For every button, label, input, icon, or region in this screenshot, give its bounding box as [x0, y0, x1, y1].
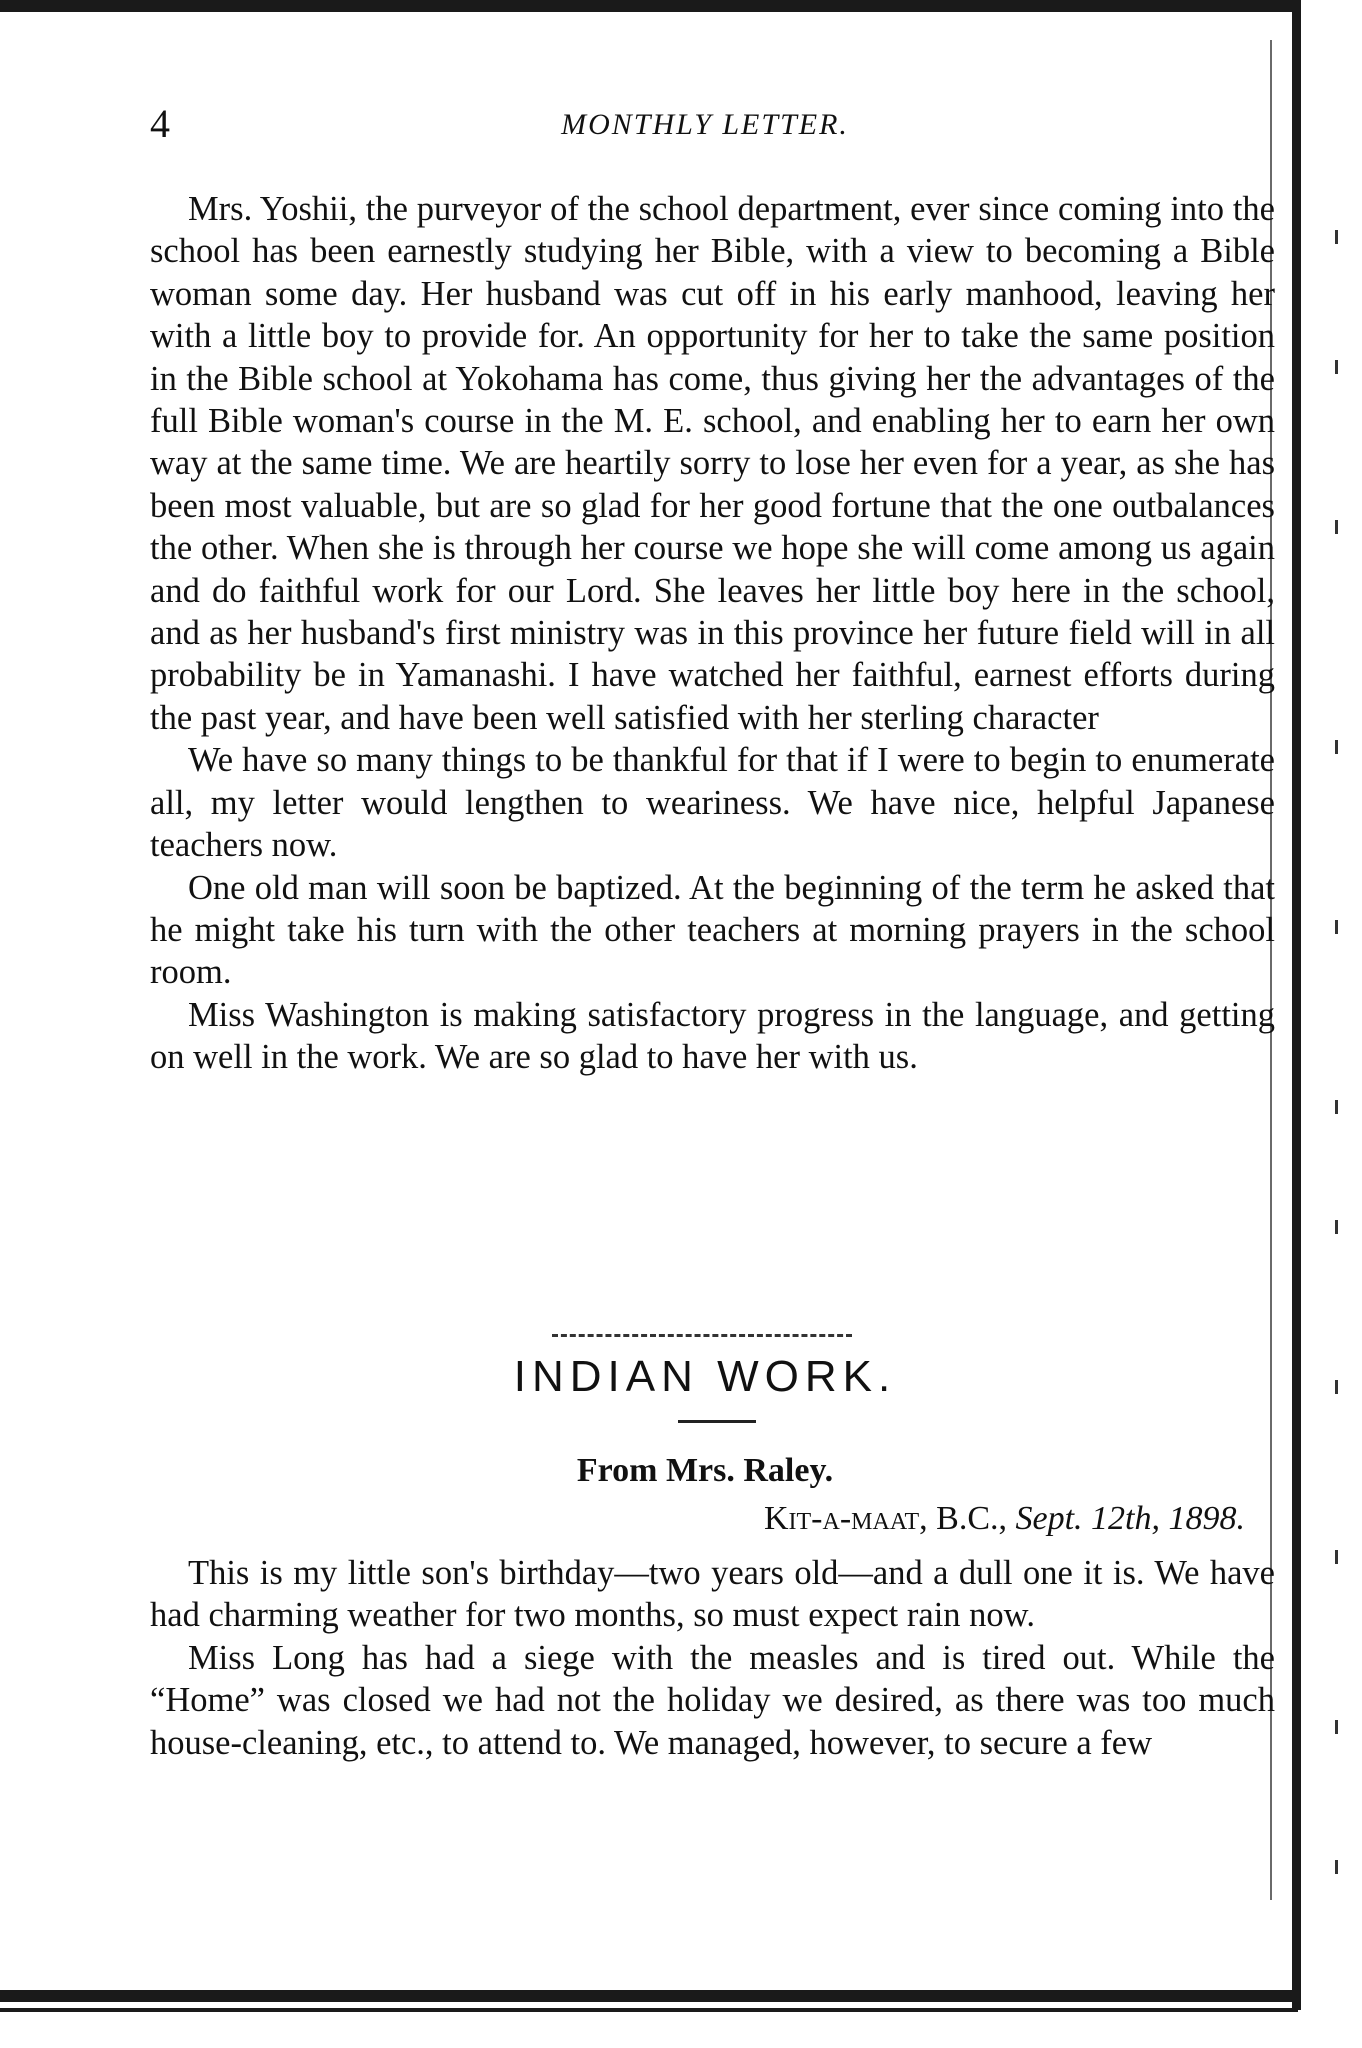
body-text [150, 188, 1275, 1079]
running-head: MONTHLY LETTER. [561, 108, 849, 141]
paragraph: Mrs. Yoshii, the purveyor of the school department, ever since coming into the school has been earnestly studying her Bible, with a view to becoming a Bible woman some day. Her husband was cut off in his early manhood, leaving her with a little boy to provide for. An opportunity for her to take the same position in the Bible school at Yokohama has come, thus giving her the advantages of the full Bible woman's course in the M. E. school, and enabling her to earn her own way at the same time. We are heartily sorry to lose her even for a year, as she has been most valuable, but are so glad for her good fortune that the one outbalances the other. When she is through her course we hope she will come among us again and do faithful work for our Lord. She leaves her little boy here in the school, and as her husband's first ministry was in this province her future field will in all probability be in Yamanashi. I have watched her faithful, earnest efforts during the past year, and have been well satisfied with her sterling character [150, 190, 1275, 737]
bottom-border-rule [0, 1990, 1298, 2002]
page-number: 4 [150, 101, 170, 146]
paragraph: We have so many things to be thankful for that if I were to begin to enumerate all, my letter would lengthen to weariness. We have nice, helpful Japanese teachers now. [150, 741, 1275, 865]
letter-from: From Mrs. Raley. [576, 1452, 834, 1489]
letter-dateline [150, 1500, 1245, 1538]
right-border-rule [1292, 0, 1301, 2010]
top-border-rule [0, 0, 1300, 12]
paragraph: One old man will soon be baptized. At the beginning of the term he asked that he might take his turn with the other teachers at morning prayers in the school room. [150, 868, 1275, 992]
paragraph: Miss Long has had a siege with the measles and is tired out. While the “Home” was closed we had not the holiday we desired, as there was too much house-cleaning, etc., to attend to. We managed, however, to secure a few [150, 1638, 1275, 1762]
dateline-date: Sept. 12th, 1898. [1015, 1500, 1245, 1537]
section-divider [552, 1334, 852, 1337]
margin-specks [1335, 220, 1345, 1920]
bottom-border-rule-secondary [0, 2008, 1298, 2012]
letter-body [150, 1552, 1275, 1764]
dateline-place: Kit-a-maat, B.C., [763, 1500, 1008, 1537]
heading-underline [678, 1420, 756, 1423]
page-header [150, 100, 1260, 150]
paragraph: This is my little son's birthday—two years old—and a dull one it is. We have had charming weather for two months, so must expect rain now. [150, 1554, 1275, 1635]
paragraph: Miss Washington is making satisfactory progress in the language, and getting on well in the work. We are so glad to have her with us. [150, 995, 1275, 1077]
section-heading: INDIAN WORK. [513, 1352, 897, 1401]
